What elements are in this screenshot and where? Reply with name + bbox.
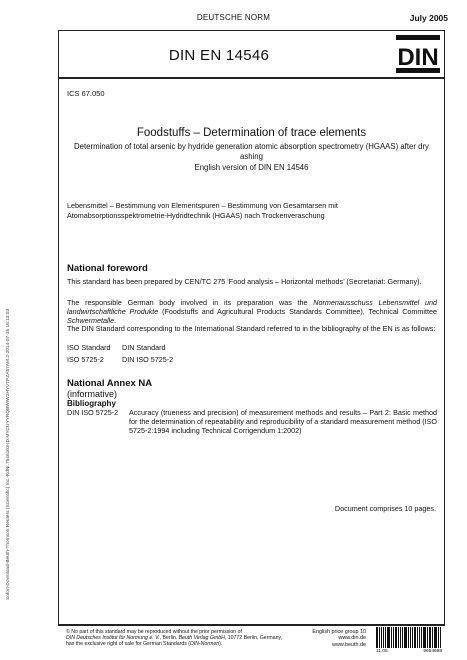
barcode-bar (404, 627, 407, 648)
din-logo-icon (394, 33, 442, 75)
barcode-bar (434, 627, 435, 648)
copyright-notice: © No part of this standard may be reproduced without the prior permission of DIN Deutsches Institut für Normung e. V., Berlin. Beuth Verlag GmbH, 10772 Berlin, Germany, has the exclusive right of sale for German Standards (DIN-Normen). (66, 629, 283, 648)
footer (58, 625, 445, 657)
ics-code: ICS 67.050 (67, 89, 105, 98)
barcode-bar (414, 627, 416, 648)
barcode-bar (429, 627, 431, 648)
document-title: Foodstuffs – Determination of trace elements (136, 127, 367, 139)
barcode-bar (440, 627, 441, 648)
bibliography-reference-text: Accuracy (trueness and precision) of measurement methods and results – Part 2: Basic method for the determination of repeatability and reproducibility of a standard measurement method (ISO 5725-2:1994 including Technical Corrigendum 1:2002) (129, 408, 437, 436)
barcode-bar (427, 627, 428, 648)
barcode-bar (423, 627, 426, 648)
barcode-bar (421, 627, 422, 648)
barcode-bar (376, 627, 378, 648)
english-version-note: English version of DIN EN 14546 (194, 163, 309, 172)
barcode-bar (381, 627, 382, 648)
page-count-note: Document comprises 10 pages. (334, 504, 436, 513)
barcode-bar (391, 627, 392, 648)
document-subtitle: Determination of total arsenic by hydride generation atomic absorption spectrometry (HGAAS) after dry ashing (74, 142, 429, 161)
barcode-bar (438, 627, 439, 648)
norm-label: DEUTSCHE NORM (196, 13, 271, 22)
publication-date: July 2005 (409, 13, 448, 23)
price-group: English price group 10 (312, 629, 366, 635)
barcode-bar (387, 627, 390, 648)
beuth-url[interactable]: www.beuth.de (332, 641, 366, 648)
foreword-paragraph-1: This standard has been prepared by CEN/TC 275 ‘Food analysis – Horizontal methods’ (Secretariat: Germany). (67, 277, 422, 286)
barcode-icon (376, 627, 442, 648)
barcode-bar (412, 627, 413, 648)
annex-informative-label: (informative) (67, 389, 118, 399)
barcode-bar (419, 627, 420, 648)
standards-table-row: ISO 5725-2 DIN ISO 5725-2 (67, 355, 174, 364)
barcode-bar (432, 627, 433, 648)
barcode-bar (385, 627, 386, 648)
price-and-links (306, 629, 366, 648)
title-box (58, 30, 445, 78)
barcode-bar (395, 627, 397, 648)
barcode-numbers: 11.05 9654698 (376, 649, 442, 654)
german-title: Lebensmittel – Bestimmung von Elementspuren – Bestimmung von Gesamtarsen mit Atomabsorptionsspektrometrie-Hydridtechnik (HGAAS) nach Trockenveraschung (67, 201, 338, 220)
barcode-bar (410, 627, 411, 648)
barcode-bar (402, 627, 404, 648)
bibliography-heading: Bibliography (67, 399, 116, 408)
foreword-paragraph-3: The DIN Standard corresponding to the International Standard referred to in the bibliography of the EN is as follows: (67, 324, 436, 333)
din-url[interactable]: www.din.de (338, 635, 366, 642)
barcode-bar (383, 627, 385, 648)
standards-table-header: ISO Standard DIN Standard (67, 343, 166, 352)
barcode-bar (393, 627, 394, 648)
barcode-bar (435, 627, 437, 648)
barcode-bar (400, 627, 401, 648)
bibliography-reference-id: DIN ISO 5725-2 (67, 408, 119, 417)
barcode-bar (379, 627, 380, 648)
foreword-paragraph-2: The responsible German body involved in its preparation was the Normenausschuss Lebensmittel und landwirtschaftliche Produkte (Foodstuffs and Agricultural Products Standards Committee), Technical Committee Schwermetalle. (67, 298, 438, 326)
barcode-bar (417, 627, 419, 648)
content-box (58, 78, 445, 625)
barcode-bar (408, 627, 409, 648)
standard-number: DIN EN 14546 (168, 46, 270, 64)
download-watermark: Sofort-Download-Beuth-Thomson Reuters (Scientific) Inc.-KdNr.7546103-ID.MYCUYYRQBWIW2HYVTPZA57AM.2-2014-07-16 16:13:03 (6, 308, 11, 600)
svg-text:DIN: DIN (397, 44, 439, 71)
barcode-bar (398, 627, 399, 648)
national-foreword-heading: National foreword (67, 263, 148, 274)
annex-heading: National Annex NA (67, 378, 153, 389)
